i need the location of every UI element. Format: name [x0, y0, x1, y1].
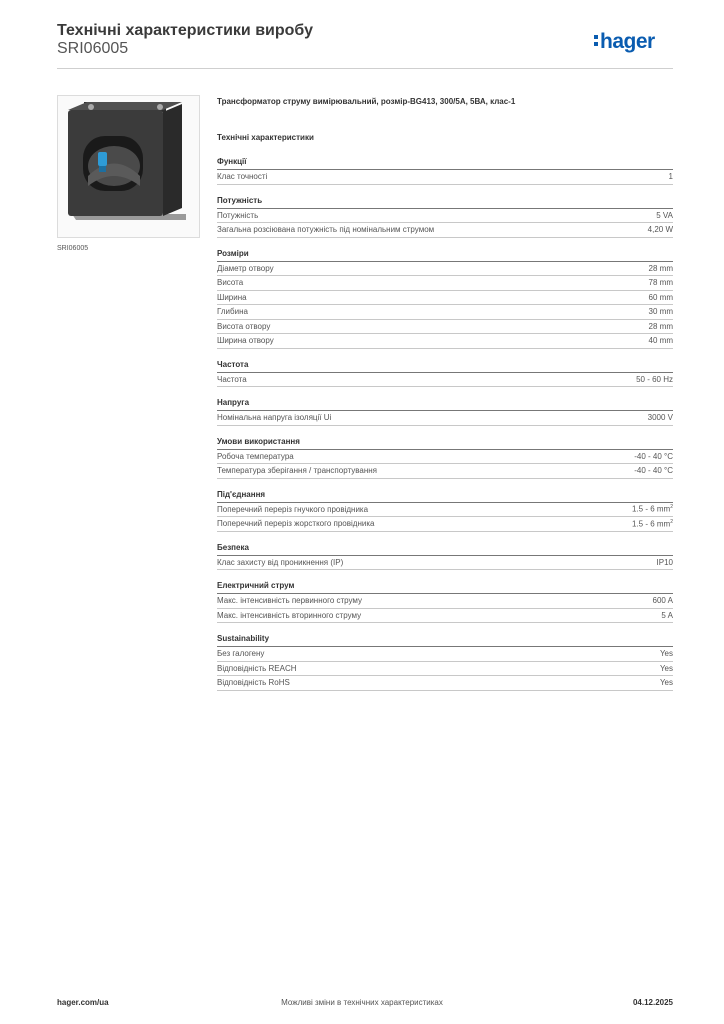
spec-label: Клас точності: [217, 172, 268, 182]
spec-row: [217, 556, 673, 571]
spec-row: [217, 305, 673, 320]
spec-value-cell: [636, 375, 673, 384]
spec-value-cell: [660, 649, 673, 658]
spec-row: [217, 594, 673, 609]
spec-value: 60 mm: [648, 292, 673, 302]
spec-sections: [217, 157, 673, 691]
section-title: Функції: [217, 157, 673, 170]
spec-label: Температура зберігання / транспортування: [217, 466, 378, 476]
spec-value: Yes: [659, 663, 673, 673]
spec-label: Макс. інтенсивність вторинного струму: [217, 610, 362, 620]
section-title: Sustainability: [217, 634, 673, 647]
spec-value: 78 mm: [648, 278, 673, 288]
spec-row: [217, 464, 673, 479]
spec-value-cell: [656, 211, 673, 220]
spec-row: [217, 170, 673, 185]
spec-value-cell: [649, 293, 673, 302]
section-title: Потужність: [217, 196, 673, 209]
spec-value-superscript: 2: [670, 518, 673, 525]
section-title: Частота: [217, 360, 673, 373]
section-title: Напруга: [217, 398, 673, 411]
spec-label: Відповідність RoHS: [217, 678, 290, 688]
spec-label: Макс. інтенсивність первинного струму: [217, 596, 363, 606]
spec-row: [217, 209, 673, 224]
spec-value: 1.5 - 6 mm: [631, 505, 671, 515]
spec-value: Yes: [659, 678, 673, 688]
spec-label: Висота: [217, 278, 244, 288]
spec-row: [217, 609, 673, 624]
section-title: Умови використання: [217, 437, 673, 450]
spec-section: [217, 360, 673, 388]
spec-label: Діаметр отвору: [217, 263, 274, 273]
spec-value-cell: [661, 611, 673, 620]
spec-label: Частота: [217, 374, 247, 384]
spec-label: Ширина отвору: [217, 336, 274, 346]
spec-value: 1.5 - 6 mm: [631, 519, 671, 529]
spec-label: Потужність: [217, 210, 259, 220]
spec-value-cell: [649, 336, 673, 345]
spec-value: 1: [668, 172, 673, 182]
product-image: [57, 95, 200, 238]
spec-value: 30 mm: [648, 307, 673, 317]
spec-row: [217, 291, 673, 306]
spec-heading: Технічні характеристики: [217, 133, 314, 142]
spec-value: IP10: [656, 557, 673, 567]
spec-value-cell: [660, 664, 673, 673]
spec-value: 4,20 W: [647, 225, 673, 235]
spec-label: Клас захисту від проникнення (IP): [217, 557, 344, 567]
spec-section: [217, 437, 673, 479]
spec-row: [217, 320, 673, 335]
spec-value-cell: [634, 466, 673, 475]
spec-row: [217, 373, 673, 388]
spec-value: 5 A: [661, 610, 673, 620]
spec-section: [217, 581, 673, 623]
spec-section: [217, 196, 673, 238]
spec-value: 3000 V: [647, 413, 673, 423]
spec-section: [217, 543, 673, 571]
spec-section: [217, 157, 673, 185]
spec-label: Ширина: [217, 292, 247, 302]
spec-value-cell: [649, 322, 673, 331]
spec-row: [217, 334, 673, 349]
section-title: Електричний струм: [217, 581, 673, 594]
hager-logo: [594, 27, 674, 55]
spec-row: [217, 503, 673, 518]
spec-row: [217, 676, 673, 691]
spec-value-cell: [649, 264, 673, 273]
spec-section: [217, 490, 673, 532]
spec-row: [217, 411, 673, 426]
spec-row: [217, 223, 673, 238]
spec-value-cell: [632, 519, 673, 529]
spec-section: [217, 398, 673, 426]
spec-value-cell: [648, 225, 673, 234]
section-title: Розміри: [217, 249, 673, 262]
section-title: Під'єднання: [217, 490, 673, 503]
spec-row: [217, 662, 673, 677]
spec-value-cell: [657, 558, 673, 567]
spec-row: [217, 262, 673, 277]
product-description: Трансформатор струму вимірювальний, розмір-BG413, 300/5А, 5ВА, клас-1: [217, 97, 516, 106]
section-title: Безпека: [217, 543, 673, 556]
spec-value-cell: [649, 278, 673, 287]
spec-value-cell: [634, 452, 673, 461]
spec-value: 600 A: [652, 596, 673, 606]
spec-label: Глибина: [217, 307, 248, 317]
spec-value: 5 VA: [656, 210, 673, 220]
spec-value-cell: [648, 413, 673, 422]
spec-label: Загальна розсіювана потужність під номінальним струмом: [217, 225, 435, 235]
page-title: Технічні характеристики виробу: [57, 22, 313, 39]
spec-content: [217, 97, 673, 702]
spec-value-cell: [660, 678, 673, 687]
spec-value: 28 mm: [648, 263, 673, 273]
spec-section: [217, 634, 673, 691]
spec-label: Робоча температура: [217, 451, 294, 461]
footer-notice: Можливі зміни в технічних характеристиках: [281, 998, 443, 1007]
spec-row: [217, 517, 673, 532]
spec-value: -40 - 40 °C: [634, 451, 673, 461]
spec-value: 50 - 60 Hz: [636, 374, 673, 384]
spec-row: [217, 450, 673, 465]
spec-section: [217, 249, 673, 349]
spec-row: [217, 647, 673, 662]
spec-label: Поперечний переріз гнучкого провідника: [217, 504, 369, 514]
spec-value-cell: [669, 172, 673, 181]
spec-value-cell: [653, 596, 673, 605]
spec-label: Номінальна напруга ізоляції Ui: [217, 413, 332, 423]
spec-value: 28 mm: [648, 321, 673, 331]
footer-date: 04.12.2025: [632, 998, 673, 1007]
spec-label: Поперечний переріз жорсткого провідника: [217, 519, 375, 529]
product-code: SRI06005: [57, 40, 129, 57]
spec-value-superscript: 2: [670, 504, 673, 511]
header-divider: [57, 68, 673, 69]
spec-value: -40 - 40 °C: [634, 466, 673, 476]
spec-label: Без галогену: [217, 649, 265, 659]
spec-value: Yes: [659, 649, 673, 659]
spec-value: 40 mm: [648, 336, 673, 346]
footer-website: hager.com/ua: [57, 998, 109, 1007]
spec-value-cell: [632, 504, 673, 514]
spec-label: Відповідність REACH: [217, 663, 297, 673]
image-caption: SRI06005: [57, 245, 89, 252]
spec-label: Висота отвору: [217, 321, 271, 331]
spec-value-cell: [649, 307, 673, 316]
logo-text: hager: [600, 30, 655, 53]
spec-row: [217, 276, 673, 291]
